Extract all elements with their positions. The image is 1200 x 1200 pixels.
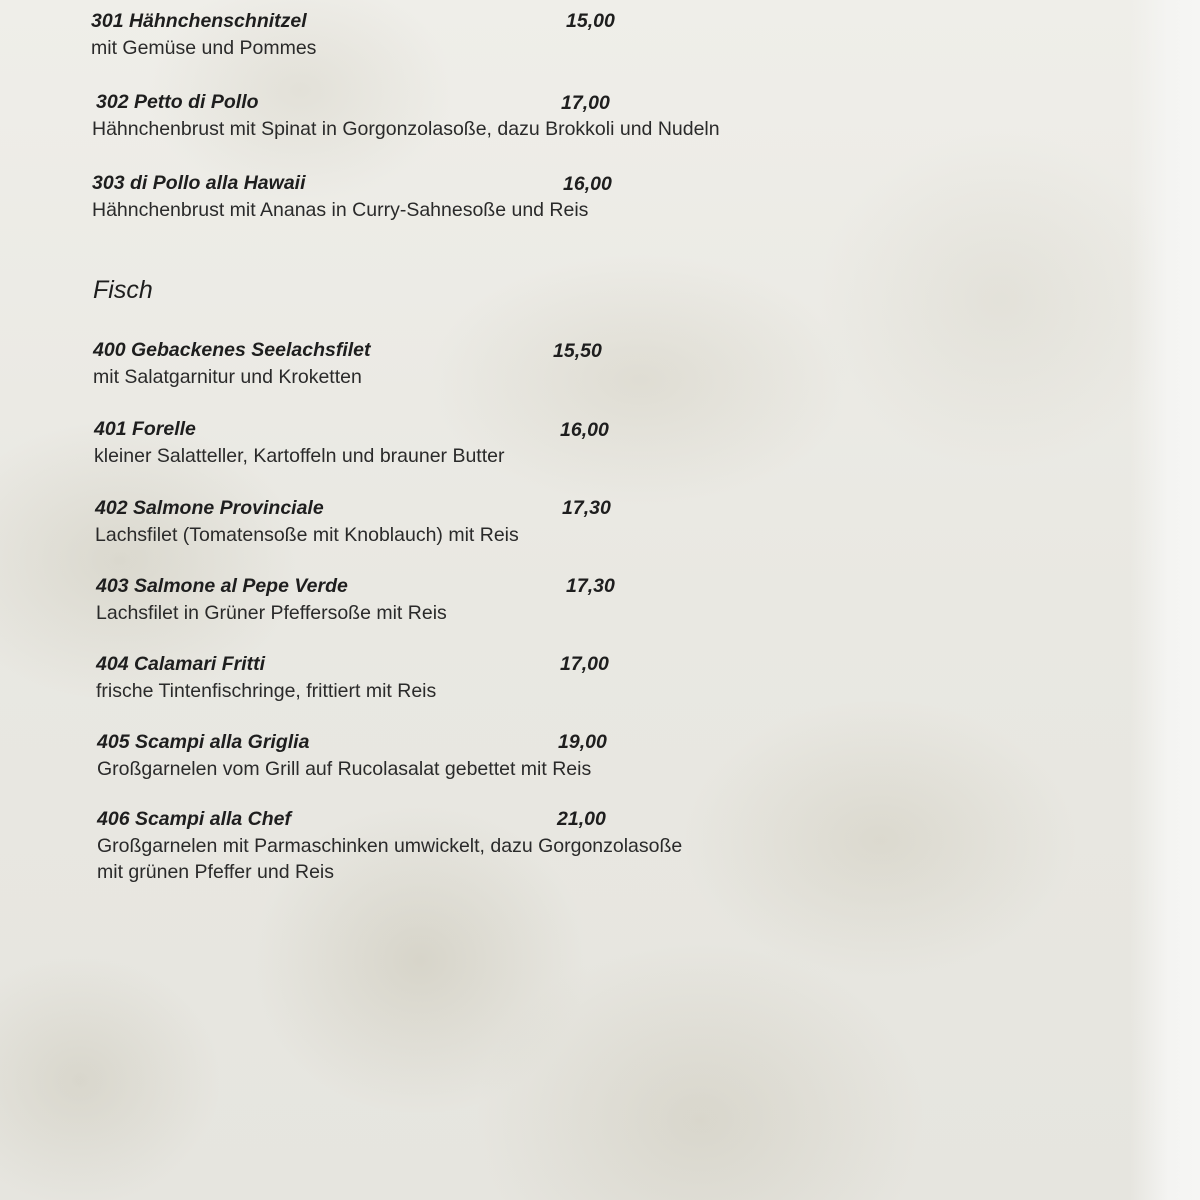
menu-item-price: 17,30: [562, 497, 611, 519]
menu-item-title: 402 Salmone Provinciale: [95, 497, 324, 519]
menu-item-desc: Großgarnelen vom Grill auf Rucolasalat gebettet mit Reis: [97, 758, 592, 780]
menu-item-301: [91, 8, 316, 61]
menu-item-title: 400 Gebackenes Seelachsfilet: [93, 339, 371, 361]
menu-item-404: [96, 651, 436, 704]
menu-item-title: 303 di Pollo alla Hawaii: [92, 172, 306, 194]
menu-item-price: 16,00: [563, 173, 612, 195]
menu-item-title: 404 Calamari Fritti: [96, 653, 266, 675]
menu-item-price: 21,00: [557, 808, 606, 830]
menu-item-desc: frische Tintenfischringe, frittiert mit Reis: [96, 680, 437, 702]
menu-item-405: [97, 729, 591, 782]
menu-item-desc: Großgarnelen mit Parmaschinken umwickelt, dazu Gorgonzolasoße: [97, 835, 683, 857]
menu-item-402: [95, 495, 519, 548]
menu-item-price: 17,00: [561, 92, 610, 114]
menu-item-401: [94, 416, 504, 469]
paper-edge: [1130, 0, 1200, 1200]
menu-item-title: 301 Hähnchenschnitzel: [91, 10, 307, 32]
menu-item-403: [96, 573, 447, 626]
menu-item-price: 19,00: [558, 731, 607, 753]
menu-item-desc: Lachsfilet in Grüner Pfeffersoße mit Reis: [96, 602, 447, 624]
menu-item-desc: mit Salatgarnitur und Kroketten: [93, 366, 362, 388]
menu-item-price: 17,30: [566, 575, 615, 597]
section-heading: Fisch: [93, 276, 153, 304]
menu-item-desc: Lachsfilet (Tomatensoße mit Knoblauch) mit Reis: [95, 524, 519, 546]
menu-item-desc: Hähnchenbrust mit Ananas in Curry-Sahnesoße und Reis: [92, 199, 589, 221]
menu-item-303: [92, 170, 588, 223]
menu-item-title: 401 Forelle: [94, 418, 196, 440]
menu-item-302: [92, 89, 720, 142]
menu-item-desc: kleiner Salatteller, Kartoffeln und brauner Butter: [94, 445, 505, 467]
menu-item-price: 16,00: [560, 419, 609, 441]
menu-item-price: 17,00: [560, 653, 609, 675]
menu-item-price: 15,00: [566, 10, 615, 32]
menu-item-title: 403 Salmone al Pepe Verde: [96, 575, 348, 597]
menu-item-desc: mit Gemüse und Pommes: [91, 37, 317, 59]
menu-item-title: 406 Scampi alla Chef: [97, 808, 292, 830]
menu-item-desc: mit grünen Pfeffer und Reis: [97, 861, 335, 883]
menu-item-400: [93, 337, 371, 390]
menu-item-desc: Hähnchenbrust mit Spinat in Gorgonzolasoße, dazu Brokkoli und Nudeln: [92, 118, 720, 140]
menu-item-title: 302 Petto di Pollo: [96, 91, 259, 113]
menu-item-title: 405 Scampi alla Griglia: [97, 731, 310, 753]
menu-item-price: 15,50: [553, 340, 602, 362]
